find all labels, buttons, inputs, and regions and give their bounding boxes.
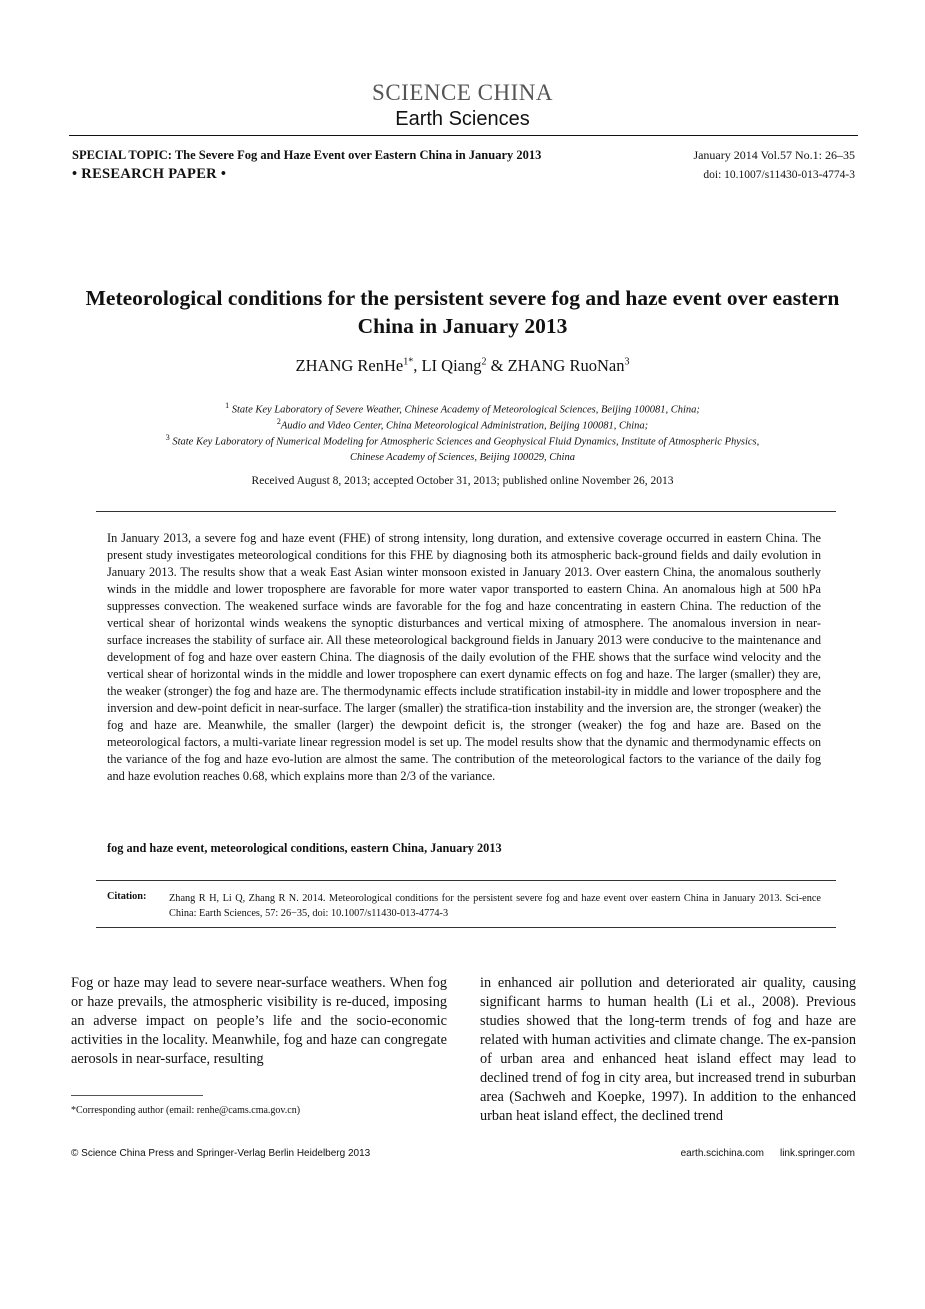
affiliation-3 bbox=[40, 430, 885, 466]
corresponding-author-footnote: *Corresponding author (email: renhe@cams.cma.gov.cn) bbox=[71, 1105, 301, 1116]
abstract: In January 2013, a severe fog and haze event (FHE) of strong intensity, long duration, and extensive coverage occurred in eastern China. The present study investigates meteorological conditions for this FHE by diagnosing both its atmospheric back-ground fields and daily evolution in January 2013. The results show that a weak East Asian winter monsoon existed in January 2013. Over eastern China, the anomalous southerly winds in the middle and lower troposphere are favorable for more water vapor transported to eastern China. An anomalous high at 500 hPa suppresses convection. The weakened surface winds are favorable for the fog and haze concentrating in eastern China. The reduction of the vertical shear of horizontal winds weakens the synoptic disturbances and vertical mixing of atmosphere. The anomalous inversion in near-surface increases the stability of surface air. All these meteorological background fields in January 2013 were conducive to the maintenance and development of fog and haze over eastern China. The diagnosis of the daily evolution of the FHE shows that the surface wind velocity and the vertical shear of horizontal winds in the middle and lower troposphere can exert dynamic effects on fog and haze. The larger (smaller) they are, the weaker (stronger) the fog and haze are. The thermodynamic effects include stratification instabil-ity in middle and lower troposphere and the inversion and dew-point deficit in near-surface. The larger (smaller) the stratifica-tion instability and the inversion are, the stronger (weaker) the fog and haze are. Meanwhile, the smaller (larger) the dewpoint deficit is, the stronger (weaker) the fog and haze are. Based on the meteorological factors, a multi-variate linear regression model is set up. The model results show that the dynamic and thermodynamic effects on the variance of the fog and haze evo-lution are almost the same. The contribution of the meteorological factors to the variance of the daily fog and haze evolution reaches 0.68, which explains more than 2/3 of the variance. bbox=[107, 531, 821, 783]
affiliation-text-line2: Chinese Academy of Sciences, Beijing 100029, China bbox=[350, 452, 575, 463]
issue-info: January 2014 Vol.57 No.1: 26–35 bbox=[693, 148, 855, 162]
special-topic: SPECIAL TOPIC: The Severe Fog and Haze Event over Eastern China in January 2013 bbox=[72, 148, 542, 162]
footer-link-scichina[interactable]: earth.scichina.com bbox=[680, 1148, 764, 1159]
author-mark: 2 bbox=[481, 356, 487, 368]
paper-title: Meteorological conditions for the persistent severe fog and haze event over eastern China in January 2013 bbox=[85, 286, 840, 338]
affiliation-number: 1 bbox=[225, 401, 230, 410]
author-name: ZHANG RenHe bbox=[295, 356, 404, 375]
journal-subtitle: Earth Sciences bbox=[395, 108, 530, 130]
affiliation-text: State Key Laboratory of Numerical Modeling for Atmospheric Sciences and Geophysical Fluid Dynamics, Institute of Atmospheric Physics, bbox=[172, 436, 760, 448]
author-list bbox=[0, 356, 925, 376]
copyright-notice: © Science China Press and Springer-Verlag Berlin Heidelberg 2013 bbox=[71, 1148, 371, 1159]
paper-type: • RESEARCH PAPER • bbox=[72, 166, 227, 182]
journal-title: SCIENCE CHINA bbox=[372, 80, 553, 105]
body-column-left: Fog or haze may lead to severe near-surface weathers. When fog or haze prevails, the atmospheric visibility is re-duced, imposing an adverse impact on people’s life and the socio-economic activities in the locality. Meanwhile, fog and haze can congregate aerosols in near-surface, resulting bbox=[71, 975, 447, 1067]
affiliation-text: State Key Laboratory of Severe Weather, Chinese Academy of Meteorological Sciences, Beijing 100081, China; bbox=[231, 404, 700, 416]
header-rule bbox=[69, 135, 858, 136]
author-mark: 3 bbox=[624, 356, 630, 368]
citation-label: Citation: bbox=[107, 891, 147, 902]
footnote-rule bbox=[71, 1095, 203, 1096]
citation-text: Zhang R H, Li Q, Zhang R N. 2014. Meteorological conditions for the persistent severe fog and haze event over eastern China in January 2013. Sci-ence China: Earth Sciences, 57: 26−35, doi: 10.1007/s11430-013-4774-3 bbox=[169, 893, 821, 919]
keywords: fog and haze event, meteorological conditions, eastern China, January 2013 bbox=[107, 841, 502, 855]
author-name: ZHANG RuoNan bbox=[507, 356, 625, 375]
footer-link-springer[interactable]: link.springer.com bbox=[779, 1148, 855, 1159]
footer-links bbox=[681, 1148, 855, 1159]
author-mark: 1* bbox=[403, 356, 414, 368]
affiliation-text: Audio and Video Center, China Meteorological Administration, Beijing 100081, China; bbox=[280, 420, 649, 432]
body-column-right: in enhanced air pollution and deteriorated air quality, causing significant harms to human health (Li et al., 2008). Previous studies showed that the long-term trends of fog and haze are related with human activities and climate change. The ex-pansion of urban area and enhanced heat island effect may lead to declined trend of fog in city area, but increased trend in suburban area (Sachweh and Koepke, 1997). In addition to the enhanced urban heat island effect, the declined trend bbox=[480, 975, 856, 1124]
author-name: LI Qiang bbox=[421, 356, 482, 375]
doi: doi: 10.1007/s11430-013-4774-3 bbox=[703, 169, 855, 181]
citation-rule-bottom bbox=[96, 927, 836, 928]
author-separator: & bbox=[486, 356, 508, 375]
affiliation-number: 3 bbox=[165, 433, 170, 442]
citation-rule-top bbox=[96, 880, 836, 881]
affiliation-number: 2 bbox=[276, 417, 281, 426]
author-separator: , bbox=[413, 356, 422, 375]
abstract-rule-top bbox=[96, 511, 836, 512]
received-dates: Received August 8, 2013; accepted October 31, 2013; published online November 26, 2013 bbox=[251, 475, 674, 487]
